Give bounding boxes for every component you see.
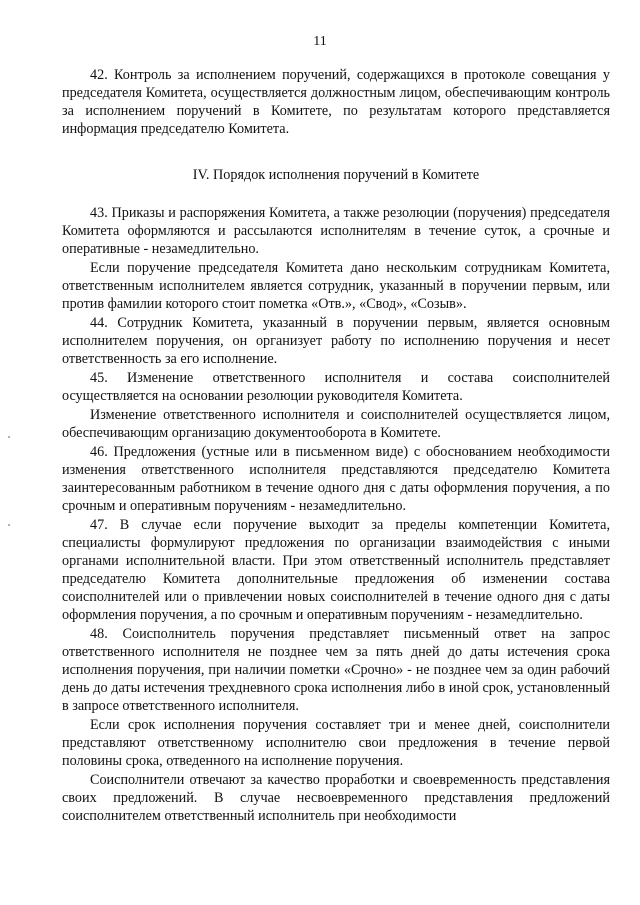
paragraph-block-top <box>62 66 610 138</box>
scan-speck <box>8 436 10 438</box>
paragraph-44: 44. Сотрудник Комитета, указанный в поручении первым, является основным исполнителем поручения, он организует работу по исполнению поручения и несет ответственность за его исполнение. <box>62 315 610 367</box>
paragraph-48: 48. Соисполнитель поручения представляет письменный ответ на запрос ответственного исполнителя не позднее чем за пять дней до даты истечения срока исполнения поручения, при наличии пометки «Срочно» - не позднее чем за один рабочий день до даты истечения трехдневного срока исполнения либо в иной срок, установленный в запросе ответственного исполнителя. <box>62 626 610 714</box>
paragraph-48-short-term: Если срок исполнения поручения составляет три и менее дней, соисполнители представляют ответственному исполнителю свои предложения в течение первой половины срока, отведенного на исполнение поручения. <box>62 717 610 769</box>
paragraph-45-change: Изменение ответственного исполнителя и соисполнителей осуществляется лицом, обеспечивающим организацию документооборота в Комитете. <box>62 407 610 441</box>
paragraph-48-responsibility: Соисполнители отвечают за качество проработки и своевременность представления своих предложений. В случае несвоевременного представления предложений соисполнителем ответственный исполнитель при необходимости <box>62 772 610 824</box>
paragraph-block-main <box>62 204 610 825</box>
paragraph-43-responsible: Если поручение председателя Комитета дано нескольким сотрудникам Комитета, ответственным исполнителем является сотрудник, указанный в поручении первым, или против фамилии которого стоит пометка «Отв.», «Свод», «Созыв». <box>62 260 610 312</box>
section-heading: IV. Порядок исполнения поручений в Комитете <box>192 167 480 183</box>
paragraph-45: 45. Изменение ответственного исполнителя и состава соисполнителей осуществляется на основании резолюции руководителя Комитета. <box>62 370 610 404</box>
page-number: 11 <box>313 34 327 49</box>
scan-speck <box>8 524 10 526</box>
paragraph-47: 47. В случае если поручение выходит за пределы компетенции Комитета, специалисты формулируют предложения по организации взаимодействия с иными органами исполнительной власти. При этом ответственный исполнитель представляет председателю Комитета дополнительные предложения об изменении состава соисполнителей или о привлечении новых соисполнителей в течение одного дня с даты оформления поручения, а по срочным и оперативным поручениям - незамедлительно. <box>62 517 610 623</box>
paragraph-43: 43. Приказы и распоряжения Комитета, а также резолюции (поручения) председателя Комитета оформляются и рассылаются исполнителям в течение суток, а срочные и оперативные - незамедлительно. <box>62 205 610 257</box>
paragraph-42: 42. Контроль за исполнением поручений, содержащихся в протоколе совещания у председателя Комитета, осуществляется должностным лицом, обеспечивающим контроль за исполнением поручений в Комитете, по результатам которого представляется информация председателю Комитета. <box>62 67 610 137</box>
paragraph-46: 46. Предложения (устные или в письменном виде) с обоснованием необходимости изменения ответственного исполнителя представляются председателю Комитета заинтересованным работником в течение одного дня с даты оформления поручения, а по срочным и оперативным поручениям - незамедлительно. <box>62 444 610 514</box>
